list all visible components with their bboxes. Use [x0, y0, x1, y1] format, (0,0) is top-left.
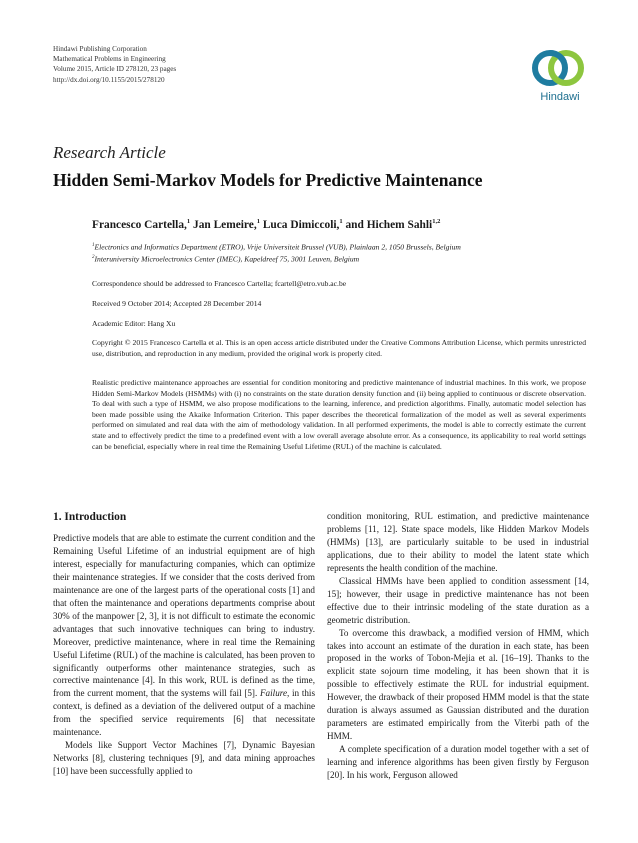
author-name[interactable]: Luca Dimiccoli, — [262, 218, 340, 231]
abstract: Realistic predictive maintenance approaches are essential for condition monitoring and predictive maintenance of industrial machines. In this work, we propose Hidden Semi-Markov Models (HSMMs) with (i) no constraints on the state duration density function and (ii) being applied to continuous or discrete observation. To deal with such a type of HSMM, we also propose modifications to the learning, inference, and prediction algorithms. Finally, automatic model selection has been made possible using the Akaike Information Criterion. This paper describes the theoretical formalization of the model as well as several experiments performed on simulated and real data with the aim of methodology validation. In all performed experiments, the model is able to correctly estimate the current state and to effectively predict the time to a predefined event with a low overall average absolute error. As a consequence, its applicability to real world settings can be beneficial, especially where in real time the Remaining Useful Lifetime (RUL) of the machine is calculated. — [92, 378, 586, 451]
affiliation-2 — [92, 253, 586, 265]
paragraph: condition monitoring, RUL estimation, and predictive maintenance problems [11, 12]. State space models, like Hidden Markov Models (HMMs) [13], are particularly suitable to be used in industrial applications, due to their ability to model the latent state which represents the health condition of the machine. — [327, 511, 589, 573]
affiliations — [92, 241, 586, 265]
received-accepted: Received 9 October 2014; Accepted 28 December 2014 — [92, 299, 262, 308]
author-name[interactable]: Francesco Cartella, — [92, 218, 187, 231]
article-type: Research Article — [53, 143, 166, 162]
affiliation-1 — [92, 241, 586, 253]
paragraph-text: in this context, is defined as a deviation of the delivered output of a machine from the specified service requirements [6] that necessitate maintenance. — [53, 688, 316, 738]
author-affil-mark: 1 — [339, 218, 343, 225]
paragraph — [53, 532, 315, 739]
paragraph: To overcome this drawback, a modified version of HMM, which takes into account an estimate of the duration in each state, has been proposed in the works of Tobon-Mejia et al. [16–19]. Thanks to the explicit state sojourn time modeling, it has been shown that it is possible to effectively estimate the RUL for industrial equipment. However, the drawback of their proposed HMM model is that the state duration is always assumed as Gaussian distributed and the duration parameters are estimated empirically from the Viterbi path of the HMM. — [327, 627, 589, 742]
volume-line: Volume 2015, Article ID 278120, 23 pages — [53, 65, 177, 74]
affil-text: Interuniversity Microelectronics Center (IMEC), Kapeldreef 75, 3001 Leuven, Belgium — [94, 254, 360, 264]
journal-line: Mathematical Problems in Engineering — [53, 55, 166, 64]
journal-header — [53, 44, 253, 85]
affil-mark: 1 — [92, 243, 95, 248]
right-column — [327, 510, 589, 782]
publisher-line: Hindawi Publishing Corporation — [53, 45, 147, 53]
author-affil-mark: 1 — [186, 218, 191, 225]
left-column — [53, 510, 315, 778]
copyright-notice: Copyright © 2015 Francesco Cartella et al. This is an open access article distributed under the Creative Commons Attribution License, which permits unrestricted use, distribution, and reproduction in any medium, provided the original work is properly cited. — [92, 338, 586, 358]
author-name[interactable]: and Hichem Sahli — [345, 218, 433, 231]
author-affil-mark: 1,2 — [432, 218, 441, 225]
author-list — [92, 218, 440, 231]
paragraph: Models like Support Vector Machines [7], Dynamic Bayesian Networks [8], clustering techniques [9], and data mining approaches [10] have been successfully applied to — [53, 740, 315, 777]
paragraph: A complete specification of a duration model together with a set of learning and inference algorithms has been given firstly by Ferguson [20]. In his work, Ferguson allowed — [327, 744, 589, 781]
author-affil-mark: 1 — [256, 218, 260, 225]
affil-mark: 2 — [92, 255, 95, 261]
logo-wordmark: Hindawi — [540, 91, 580, 103]
article-title: Hidden Semi-Markov Models for Predictive Maintenance — [53, 170, 483, 190]
affil-text: Electronics and Informatics Department (ETRO), Vrije Universiteit Brussel (VUB), Plainlaan 2, 1050 Brussels, Belgium — [94, 242, 461, 252]
paragraph-text: Predictive models that are able to estimate the current condition and the Remaining Useful Lifetime of an industrial equipment are of high interest, especially for manufacturing companies, which can optimize their maintenance strategies. If we consider that the costs derived from maintenance are one of the largest parts of the operational costs [1] and that often the maintenance and operations departments comprise about 30% of the manpower [2, 3], it is not difficult to estimate the economic advantages that such innovative techniques can bring to industry. Moreover, predictive maintenance, where in real time the Remaining Useful Lifetime (RUL) of the machine is calculated, has been proven to significantly outperforms other maintenance strategies, such as corrective maintenance [4]. In this work, RUL is defined as the time, from the current moment, that the systems will fail [5]. — [53, 533, 315, 699]
correspondence: Correspondence should be addressed to Francesco Cartella; fcartell@etro.vub.ac.be — [92, 279, 347, 288]
doi-link[interactable]: http://dx.doi.org/10.1155/2015/278120 — [53, 75, 165, 84]
paragraph: Classical HMMs have been applied to condition assessment [14, 15]; however, their usage in predictive maintenance has not been effective due to their intrinsic modeling of the state duration as a geometric distribution. — [327, 575, 589, 625]
author-name[interactable]: Jan Lemeire, — [193, 218, 257, 231]
academic-editor: Academic Editor: Hang Xu — [92, 319, 176, 328]
section-heading: 1. Introduction — [53, 511, 127, 523]
emphasis-text: Failure, — [259, 688, 290, 699]
